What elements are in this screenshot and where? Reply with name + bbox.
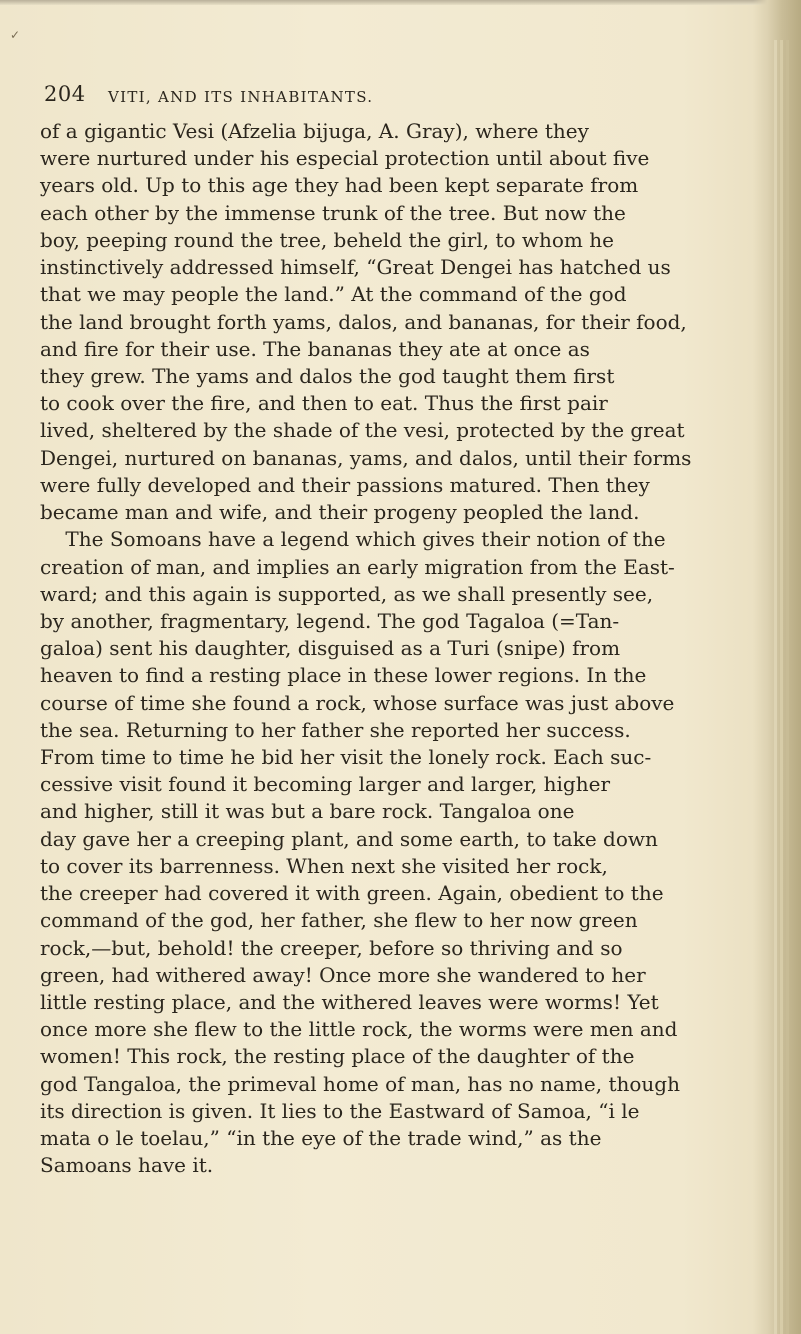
body-text (40, 118, 760, 1180)
text-line: course of time she found a rock, whose surface was just above (40, 690, 675, 715)
text-line: were nurtured under his especial protection until about five (40, 146, 650, 171)
text-line: by another, fragmentary, legend. The god Tagaloa (=Tan- (40, 608, 620, 633)
text-line: the creeper had covered it with green. Again, obedient to the (40, 881, 664, 906)
text-line: of a gigantic Vesi (Afzelia bijuga, A. Gray), where they (40, 119, 589, 143)
text-line: its direction is given. It lies to the Eastward of Samoa, “i le (40, 1098, 640, 1123)
text-line: to cook over the fire, and then to eat. Thus the first pair (40, 391, 608, 416)
text-line: day gave her a creeping plant, and some earth, to take down (40, 826, 658, 851)
page-header (44, 82, 744, 112)
text-line: Samoans have it. (40, 1153, 214, 1178)
text-line: boy, peeping round the tree, beheld the girl, to whom he (40, 227, 614, 252)
text-line: god Tangaloa, the primeval home of man, has no name, though (40, 1071, 680, 1096)
text-line: were fully developed and their passions matured. Then they (40, 472, 650, 497)
text-line: heaven to find a resting place in these lower regions. In the (40, 663, 647, 688)
text-line: ward; and this again is supported, as we shall presently see, (40, 581, 654, 606)
text-line: years old. Up to this age they had been kept separate from (40, 173, 639, 198)
page-number: 204 (44, 82, 86, 106)
text-line: the sea. Returning to her father she reported her success. (40, 717, 631, 742)
text-line: they grew. The yams and dalos the god taught them first (40, 363, 615, 388)
corner-pencil-mark: ✓ (10, 28, 21, 42)
text-line: command of the god, her father, she flew to her now green (40, 908, 638, 933)
page-edge-line (780, 40, 783, 1334)
text-line: little resting place, and the withered leaves were worms! Yet (40, 990, 659, 1014)
text-line: creation of man, and implies an early migration from the East- (40, 554, 675, 579)
running-head: VITI, AND ITS INHABITANTS. (108, 88, 374, 106)
text-line: and higher, still it was but a bare rock. Tangaloa one (40, 799, 575, 824)
text-line: mata o le toelau,” “in the eye of the trade wind,” as the (40, 1126, 602, 1151)
text-line: and fire for their use. The bananas they ate at once as (40, 336, 590, 361)
page-top-edge (0, 0, 801, 5)
text-line: that we may people the land.” At the command of the god (40, 282, 627, 307)
text-line: the land brought forth yams, dalos, and bananas, for their food, (40, 309, 687, 334)
text-line: From time to time he bid her visit the lonely rock. Each suc- (40, 745, 652, 770)
text-line: each other by the immense trunk of the tree. But now the (40, 200, 626, 225)
page-binding-edge (753, 0, 801, 1334)
text-line: Dengei, nurtured on bananas, yams, and dalos, until their forms (40, 445, 692, 470)
text-line: cessive visit found it becoming larger and larger, higher (40, 772, 610, 797)
text-line: The Somoans have a legend which gives their notion of the (40, 527, 666, 552)
text-line: lived, sheltered by the shade of the vesi, protected by the great (40, 418, 685, 443)
text-line: instinctively addressed himself, “Great Dengei has hatched us (40, 255, 671, 280)
text-line: once more she flew to the little rock, the worms were men and (40, 1017, 678, 1042)
text-line: green, had withered away! Once more she wandered to her (40, 962, 646, 987)
text-line: to cover its barrenness. When next she visited her rock, (40, 853, 608, 878)
text-line: galoa) sent his daughter, disguised as a Turi (snipe) from (40, 636, 621, 661)
text-line: became man and wife, and their progeny peopled the land. (40, 500, 640, 525)
text-line: rock,—but, behold! the creeper, before so thriving and so (40, 935, 623, 960)
text-line: women! This rock, the resting place of the daughter of the (40, 1044, 635, 1069)
